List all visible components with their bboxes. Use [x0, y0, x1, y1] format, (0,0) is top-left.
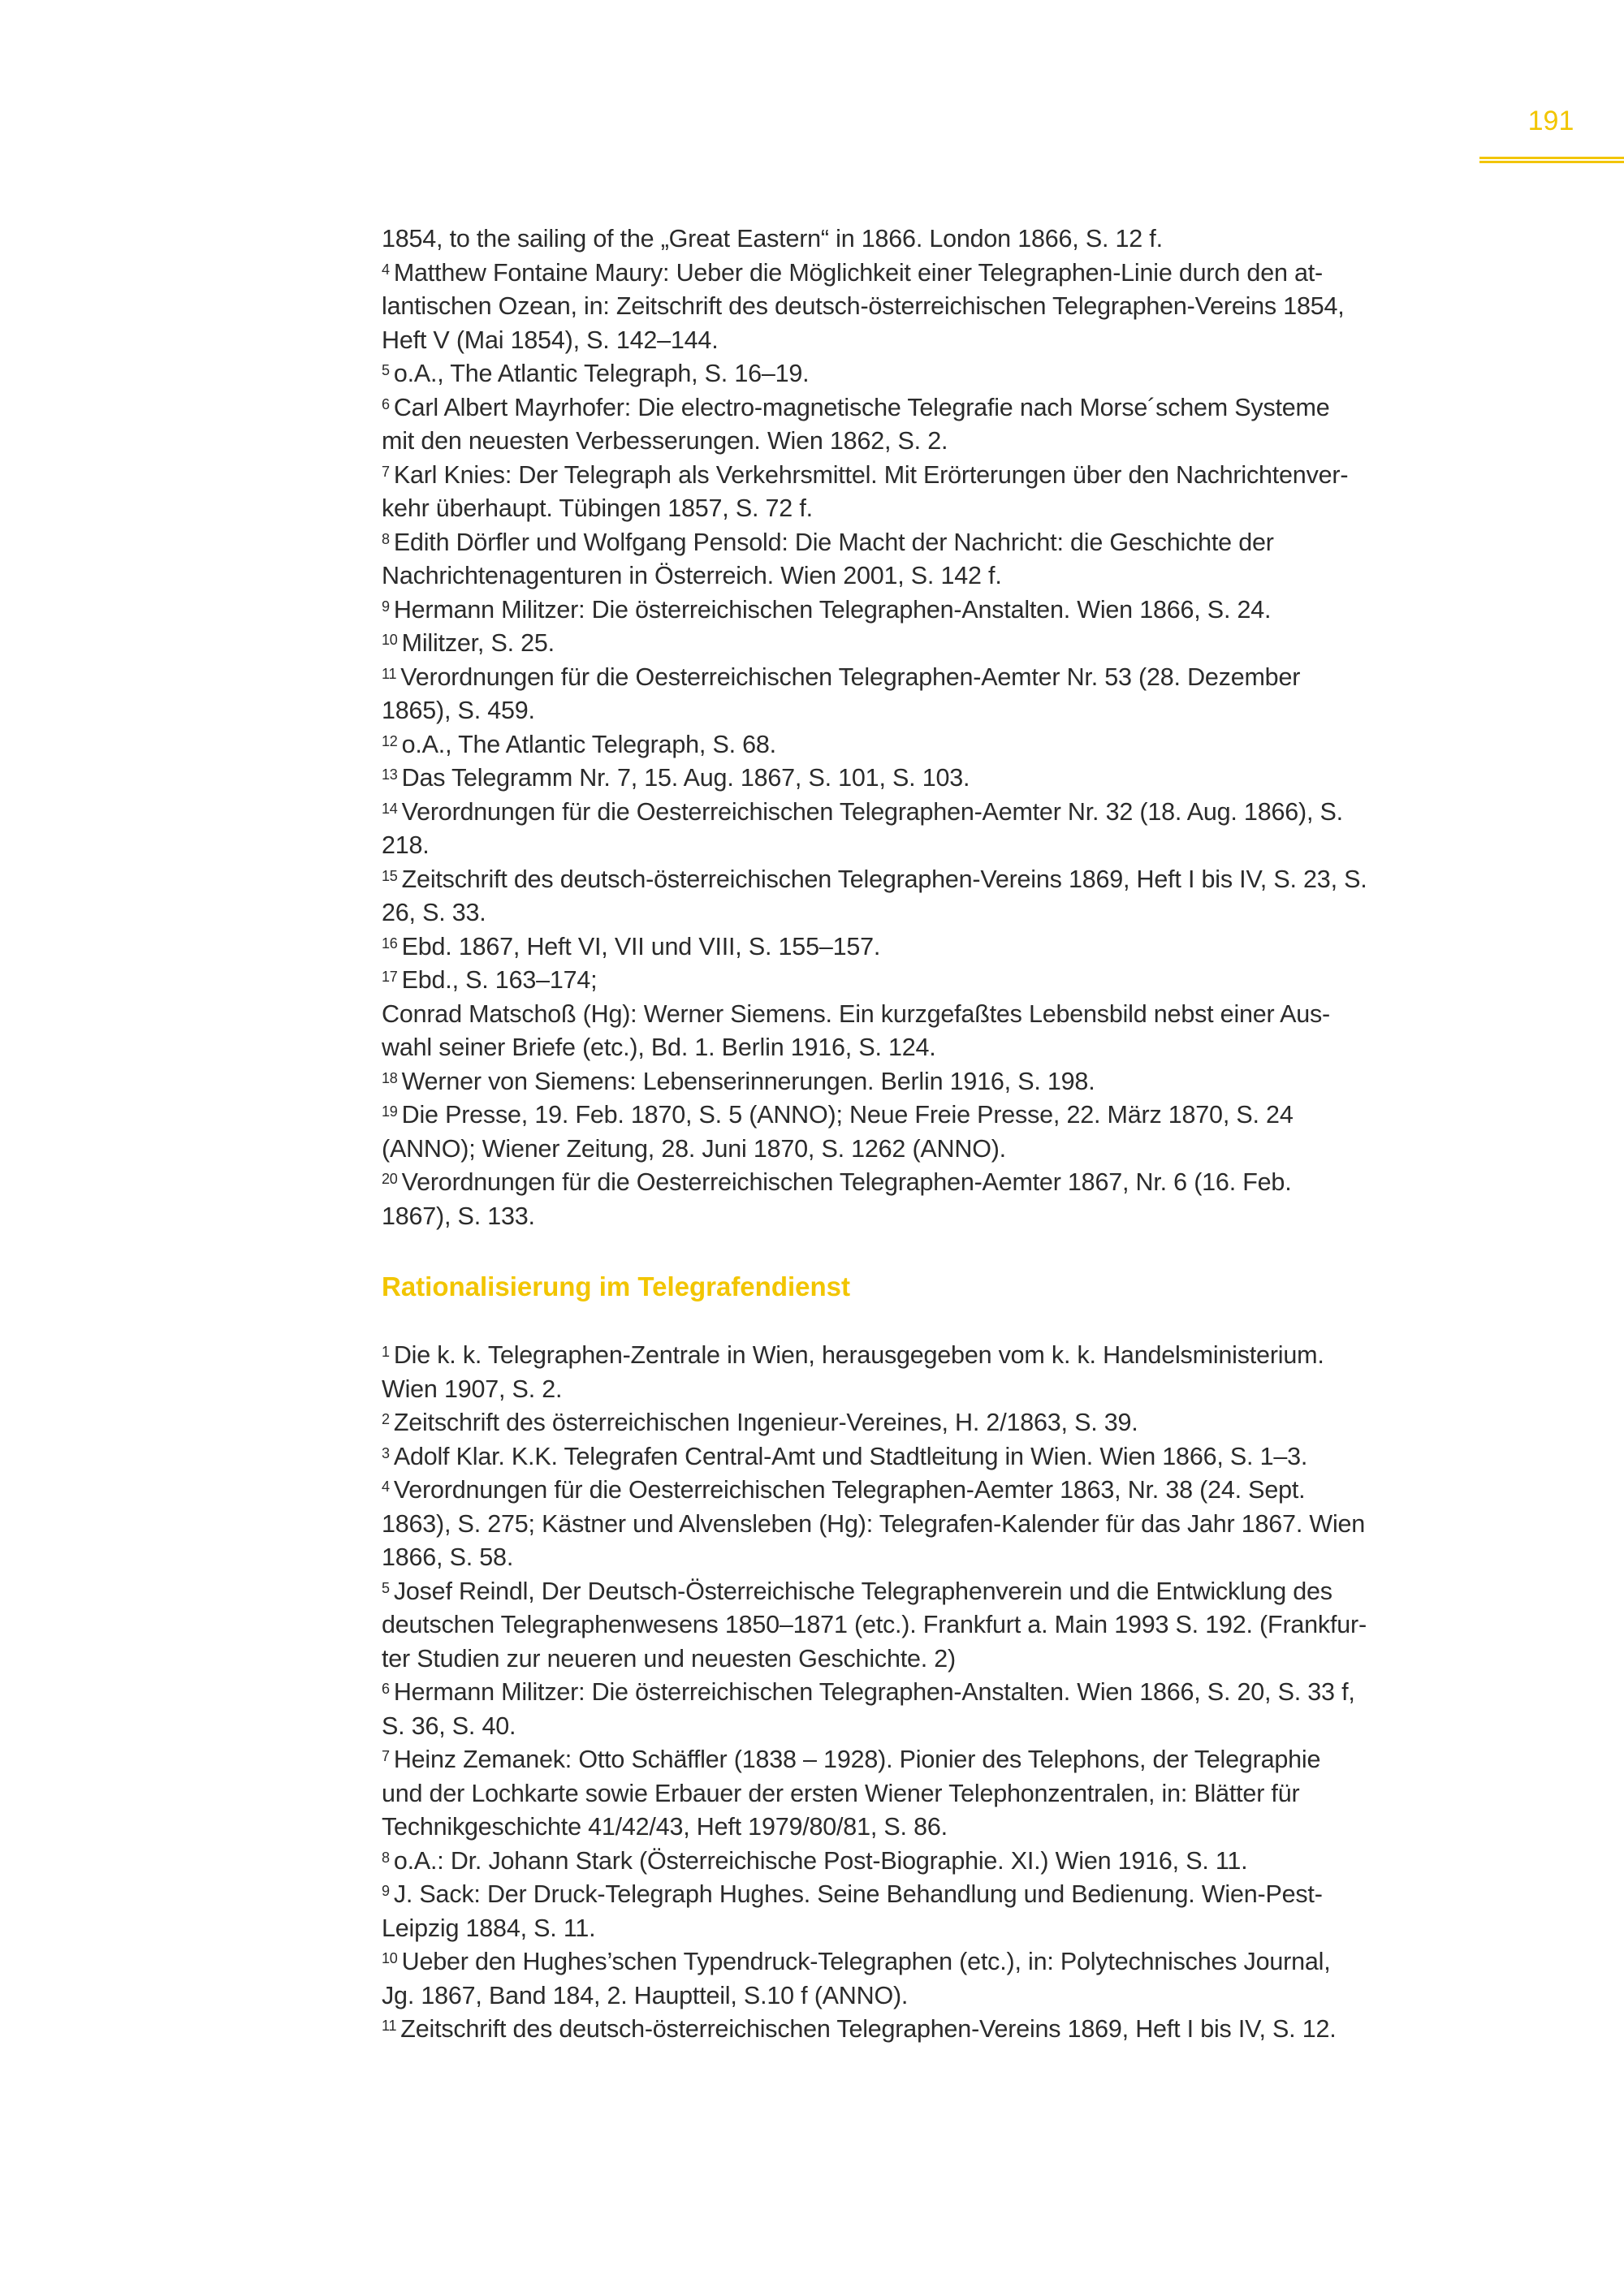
- footnote-text: Leipzig 1884, S. 11.: [382, 1914, 596, 1942]
- footnote-number: 5: [382, 1579, 390, 1596]
- footnote-text: Carl Albert Mayrhofer: Die electro-magnetische Telegrafie nach Morse´schem Systeme: [393, 393, 1330, 421]
- footnote-text: lantischen Ozean, in: Zeitschrift des deutsch-österreichischen Telegraphen-Vereins 1854,: [382, 292, 1345, 320]
- footnote-line: [382, 1845, 1470, 1879]
- footnote-number: 8: [382, 1849, 390, 1866]
- footnote-text: Das Telegramm Nr. 7, 15. Aug. 1867, S. 101, S. 103.: [401, 764, 970, 792]
- footnote-line: [382, 1575, 1470, 1609]
- footnote-text: Werner von Siemens: Lebenserinnerungen. Berlin 1916, S. 198.: [401, 1067, 1095, 1095]
- footnote-line: [382, 964, 1470, 998]
- footnote-number: 4: [382, 261, 390, 278]
- footnote-line: [382, 1979, 1470, 2014]
- footnote-line: [382, 1878, 1470, 1912]
- footnote-text: deutschen Telegraphenwesens 1850–1871 (etc.). Frankfurt a. Main 1993 S. 192. (Frankfur-: [382, 1611, 1367, 1638]
- footnote-line: [382, 896, 1470, 930]
- footnote-text: Karl Knies: Der Telegraph als Verkehrsmittel. Mit Erörterungen über den Nachrichtenver-: [393, 460, 1349, 489]
- footnote-line: [382, 1099, 1470, 1133]
- footnote-line: [382, 1642, 1470, 1677]
- footnote-text: (ANNO); Wiener Zeitung, 28. Juni 1870, S. 1262 (ANNO).: [382, 1134, 1006, 1163]
- footnote-line: [382, 1945, 1470, 1979]
- footnote-text: Militzer, S. 25.: [401, 629, 555, 657]
- footnote-line: [382, 1373, 1470, 1407]
- footnote-number: 8: [382, 530, 390, 547]
- footnote-number: 17: [382, 969, 398, 985]
- footnote-line: [382, 1133, 1470, 1167]
- footnote-line: [382, 1474, 1470, 1508]
- header-rule: [1479, 157, 1624, 163]
- footnote-text: 1863), S. 275; Kästner und Alvensleben (Hg): Telegrafen-Kalender für das Jahr 1867. Wien: [382, 1509, 1366, 1538]
- footnote-text: kehr überhaupt. Tübingen 1857, S. 72 f.: [382, 494, 813, 522]
- footnote-line: [382, 998, 1470, 1032]
- footnote-line: [382, 627, 1470, 661]
- footnote-text: Zeitschrift des österreichischen Ingenieur-Vereines, H. 2/1863, S. 39.: [393, 1409, 1138, 1436]
- footnote-line: [382, 1065, 1470, 1099]
- footnote-text: Josef Reindl, Der Deutsch-Österreichische Telegraphenverein und die Entwicklung des: [393, 1577, 1332, 1605]
- page-number: 191: [1527, 106, 1574, 136]
- footnote-line: [382, 290, 1470, 324]
- footnote-text: J. Sack: Der Druck-Telegraph Hughes. Seine Behandlung und Bedienung. Wien-Pest-: [393, 1880, 1323, 1908]
- footnotes-section-2: [382, 1339, 1470, 2047]
- footnote-line: [382, 694, 1470, 728]
- footnote-line: [382, 1676, 1470, 1710]
- section-heading: Rationalisierung im Telegrafendienst: [382, 1271, 851, 1301]
- footnote-line: [382, 492, 1470, 526]
- footnote-line: [382, 1541, 1470, 1575]
- footnote-text: o.A., The Atlantic Telegraph, S. 16–19.: [393, 360, 810, 387]
- footnote-number: 5: [382, 362, 390, 378]
- footnote-number: 11: [382, 665, 397, 682]
- footnote-text: Zeitschrift des deutsch-österreichischen Telegraphen-Vereins 1869, Heft I bis IV, S. 23, S.: [401, 865, 1367, 893]
- footnote-text: Ebd. 1867, Heft VI, VII und VIII, S. 155–157.: [401, 932, 881, 960]
- footnote-line: [382, 526, 1470, 560]
- footnote-text: Heft V (Mai 1854), S. 142–144.: [382, 326, 719, 354]
- footnote-line: [382, 594, 1470, 628]
- footnote-text: wahl seiner Briefe (etc.), Bd. 1. Berlin 1916, S. 124.: [382, 1034, 936, 1061]
- footnote-number: 11: [382, 2018, 397, 2034]
- footnote-number: 9: [382, 598, 390, 615]
- footnote-number: 18: [382, 1069, 398, 1086]
- footnote-line: [382, 1777, 1470, 1811]
- footnote-text: Heinz Zemanek: Otto Schäffler (1838 – 1928). Pionier des Telephons, der Telegraphie: [393, 1746, 1321, 1773]
- footnote-line: [382, 257, 1470, 291]
- footnote-text: 218.: [382, 831, 430, 859]
- footnote-text: Hermann Militzer: Die österreichischen Telegraphen-Anstalten. Wien 1866, S. 20, S. 33 f,: [393, 1678, 1355, 1706]
- footnote-line: [382, 728, 1470, 762]
- footnote-number: 7: [382, 1748, 390, 1764]
- footnote-text: Verordnungen für die Oesterreichischen Telegraphen-Aemter Nr. 32 (18. Aug. 1866), S.: [401, 797, 1343, 826]
- footnote-line: [382, 425, 1470, 459]
- footnote-text: 1867), S. 133.: [382, 1202, 535, 1230]
- footnote-text: ter Studien zur neueren und neuesten Geschichte. 2): [382, 1644, 957, 1673]
- footnote-text: Die k. k. Telegraphen-Zentrale in Wien, herausgegeben vom k. k. Handelsministerium.: [393, 1341, 1324, 1369]
- footnote-text: mit den neuesten Verbesserungen. Wien 1862, S. 2.: [382, 427, 948, 455]
- footnote-text: o.A., The Atlantic Telegraph, S. 68.: [401, 730, 776, 758]
- footnotes-section-1: [382, 222, 1470, 1233]
- footnote-number: 13: [382, 766, 398, 783]
- footnote-text: Verordnungen für die Oesterreichischen Telegraphen-Aemter 1863, Nr. 38 (24. Sept.: [393, 1476, 1306, 1504]
- footnote-text: Die Presse, 19. Feb. 1870, S. 5 (ANNO); Neue Freie Presse, 22. März 1870, S. 24: [401, 1101, 1294, 1129]
- footnote-number: 4: [382, 1478, 390, 1495]
- footnote-line: [382, 1811, 1470, 1845]
- footnote-line: [382, 357, 1470, 391]
- footnote-line: [382, 1508, 1470, 1542]
- footnote-number: 16: [382, 934, 398, 952]
- footnote-text: 1854, to the sailing of the „Great Eastern“ in 1866. London 1866, S. 12 f.: [382, 225, 1163, 253]
- footnote-text: und der Lochkarte sowie Erbauer der ersten Wiener Telephonzentralen, in: Blätter für: [382, 1779, 1300, 1807]
- footnote-number: 14: [382, 800, 398, 817]
- footnote-text: Technikgeschichte 41/42/43, Heft 1979/80/81, S. 86.: [382, 1813, 948, 1841]
- footnote-line: [382, 1608, 1470, 1642]
- footnote-text: Jg. 1867, Band 184, 2. Hauptteil, S.10 f (ANNO).: [382, 1981, 909, 2009]
- footnote-line: [382, 796, 1470, 830]
- footnote-line: [382, 829, 1470, 863]
- footnote-line: [382, 459, 1470, 493]
- footnote-text: 1865), S. 459.: [382, 697, 535, 724]
- footnote-line: [382, 559, 1470, 594]
- footnote-line: [382, 222, 1470, 257]
- footnote-text: 26, S. 33.: [382, 899, 486, 926]
- footnote-number: 15: [382, 867, 398, 884]
- footnote-text: S. 36, S. 40.: [382, 1711, 516, 1740]
- footnote-text: Edith Dörfler und Wolfgang Pensold: Die Macht der Nachricht: die Geschichte der: [393, 528, 1274, 556]
- footnote-line: [382, 1031, 1470, 1065]
- footnote-line: [382, 1166, 1470, 1200]
- footnote-text: 1866, S. 58.: [382, 1543, 514, 1571]
- footnote-number: 6: [382, 1681, 390, 1697]
- footnote-line: [382, 762, 1470, 796]
- footnote-line: [382, 324, 1470, 358]
- footnote-number: 9: [382, 1883, 390, 1899]
- footnote-line: [382, 1710, 1470, 1744]
- footnote-number: 20: [382, 1171, 398, 1187]
- footnote-number: 1: [382, 1344, 390, 1360]
- footnote-text: Matthew Fontaine Maury: Ueber die Möglichkeit einer Telegraphen-Linie durch den at-: [393, 258, 1323, 287]
- footnote-line: [382, 1743, 1470, 1777]
- footnote-text: Ebd., S. 163–174;: [401, 966, 598, 994]
- footnote-text: Verordnungen für die Oesterreichischen Telegraphen-Aemter Nr. 53 (28. Dezember: [400, 663, 1301, 691]
- footnote-number: 19: [382, 1103, 398, 1120]
- footnote-number: 12: [382, 732, 398, 749]
- footnote-line: [382, 2013, 1470, 2047]
- footnote-line: [382, 1406, 1470, 1440]
- footnote-text: Conrad Matschoß (Hg): Werner Siemens. Ein kurzgefaßtes Lebensbild nebst einer Aus-: [382, 999, 1331, 1028]
- footnote-text: Hermann Militzer: Die österreichischen Telegraphen-Anstalten. Wien 1866, S. 24.: [393, 595, 1272, 624]
- footnote-text: Verordnungen für die Oesterreichischen Telegraphen-Aemter 1867, Nr. 6 (16. Feb.: [401, 1168, 1292, 1196]
- footnote-number: 3: [382, 1444, 390, 1461]
- footnote-line: [382, 863, 1470, 897]
- footnote-text: Ueber den Hughes’schen Typendruck-Telegraphen (etc.), in: Polytechnisches Journal,: [401, 1948, 1331, 1975]
- footnote-line: [382, 661, 1470, 695]
- footnote-text: Wien 1907, S. 2.: [382, 1375, 563, 1403]
- footnote-line: [382, 1339, 1470, 1373]
- footnote-number: 10: [382, 1950, 398, 1966]
- footnote-number: 10: [382, 632, 398, 648]
- footnote-number: 2: [382, 1411, 390, 1427]
- footnote-line: [382, 930, 1470, 965]
- footnote-text: Nachrichtenagenturen in Österreich. Wien 2001, S. 142 f.: [382, 562, 1002, 589]
- footnote-line: [382, 391, 1470, 425]
- footnote-line: [382, 1440, 1470, 1474]
- footnote-line: [382, 1200, 1470, 1234]
- footnote-text: o.A.: Dr. Johann Stark (Österreichische Post-Biographie. XI.) Wien 1916, S. 11.: [393, 1846, 1248, 1875]
- footnote-text: Zeitschrift des deutsch-österreichischen Telegraphen-Vereins 1869, Heft I bis IV, S. 12.: [400, 2015, 1337, 2043]
- footnote-number: 7: [382, 463, 390, 480]
- footnote-number: 6: [382, 395, 390, 412]
- footnote-line: [382, 1912, 1470, 1946]
- footnote-text: Adolf Klar. K.K. Telegrafen Central-Amt und Stadtleitung in Wien. Wien 1866, S. 1–3.: [393, 1442, 1308, 1470]
